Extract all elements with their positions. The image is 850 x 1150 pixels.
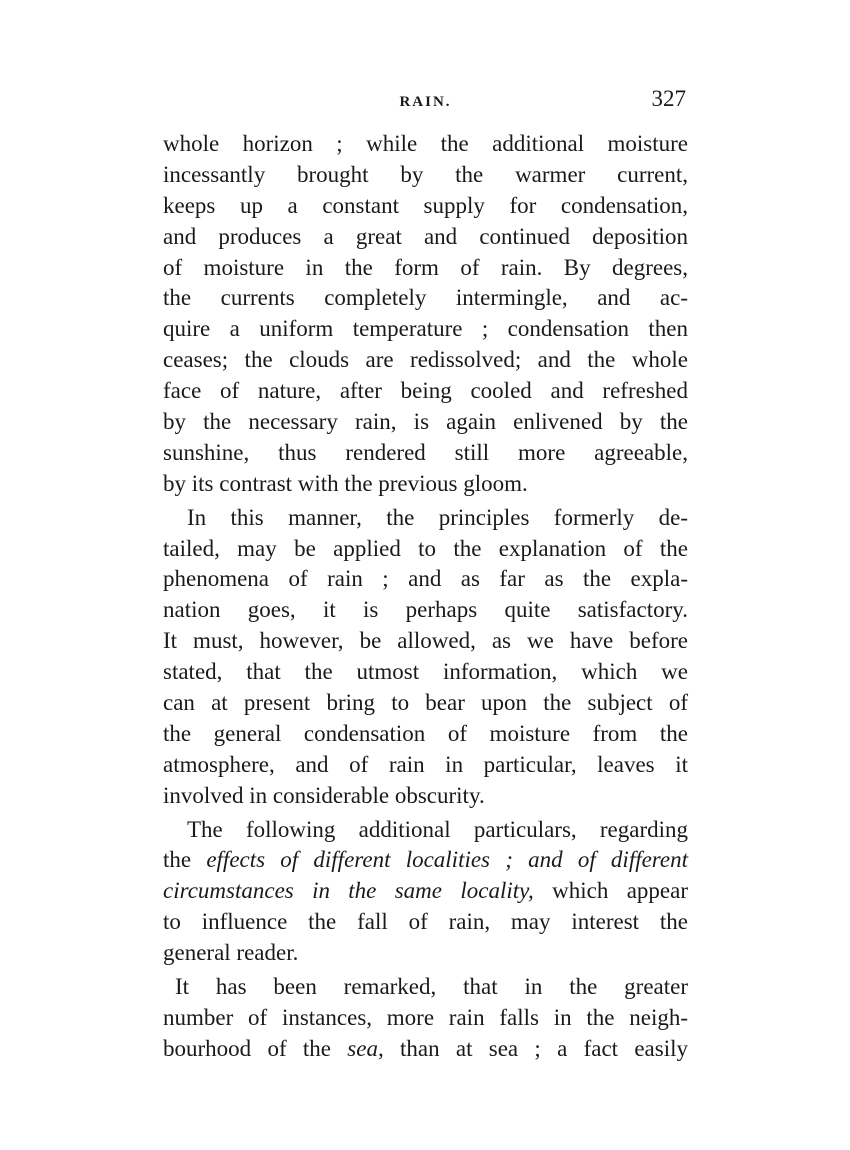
paragraph xyxy=(163,503,688,812)
text-line: number of instances, more rain falls in the neigh- xyxy=(163,1004,688,1030)
body-text xyxy=(163,129,688,1065)
paragraph xyxy=(163,815,688,969)
text-line: nation goes, it is perhaps quite satisfactory. xyxy=(163,597,688,623)
text-line: sunshine, thus rendered still more agreeable, xyxy=(163,439,688,465)
text-line: whole horizon ; while the additional moisture xyxy=(163,131,688,156)
text-line: In this manner, the principles formerly de- xyxy=(187,504,688,530)
text-run: bourhood of the xyxy=(163,1035,348,1061)
text-line: to influence the fall of rain, may interest the xyxy=(163,909,688,935)
paragraph xyxy=(163,972,688,1065)
text-line: the general condensation of moisture from the xyxy=(163,720,688,746)
text-line: and produces a great and continued deposition xyxy=(163,223,688,249)
running-head xyxy=(163,86,688,118)
text-line: quire a uniform temperature ; condensation then xyxy=(163,316,688,342)
text-line: can at present bring to bear upon the subject of xyxy=(163,690,688,716)
text-line: ceases; the clouds are redissolved; and the whole xyxy=(163,347,688,373)
text-line: keeps up a constant supply for condensation, xyxy=(163,192,688,218)
text-line: The following additional particulars, regarding xyxy=(187,816,688,842)
italic-text-run: circumstances in the same locality, xyxy=(163,878,534,904)
italic-text-run: effects of different localities ; and of different xyxy=(206,847,688,873)
text-line: face of nature, after being cooled and refreshed xyxy=(163,378,688,404)
text-line: involved in considerable obscurity. xyxy=(163,782,485,808)
text-line: tailed, may be applied to the explanation of the xyxy=(163,535,688,561)
running-title: RAIN. xyxy=(399,94,452,110)
text-run: which appear xyxy=(533,878,688,904)
text-line: It has been remarked, that in the greater xyxy=(175,974,688,1000)
page-number: 327 xyxy=(651,86,686,111)
text-line: by the necessary rain, is again enlivened by the xyxy=(163,409,688,435)
text-line: of moisture in the form of rain. By degrees, xyxy=(163,254,688,280)
italic-text-run: sea, xyxy=(347,1035,384,1061)
text-line: atmosphere, and of rain in particular, leaves it xyxy=(163,751,688,777)
text-line-mixed xyxy=(163,845,688,876)
text-line: It must, however, be allowed, as we have before xyxy=(163,628,688,654)
text-line: general reader. xyxy=(163,940,299,966)
text-line-mixed xyxy=(163,1034,688,1065)
text-line: the currents completely intermingle, and ac- xyxy=(163,285,688,311)
paragraph xyxy=(163,129,688,500)
text-run: than at sea ; a fact easily xyxy=(383,1035,688,1061)
text-line: by its contrast with the previous gloom. xyxy=(163,470,528,496)
text-line: stated, that the utmost information, which we xyxy=(163,659,688,685)
text-line: phenomena of rain ; and as far as the expla- xyxy=(163,566,688,592)
text-line: incessantly brought by the warmer current, xyxy=(163,161,688,187)
text-run: the xyxy=(163,847,207,873)
text-line-mixed xyxy=(163,876,688,907)
